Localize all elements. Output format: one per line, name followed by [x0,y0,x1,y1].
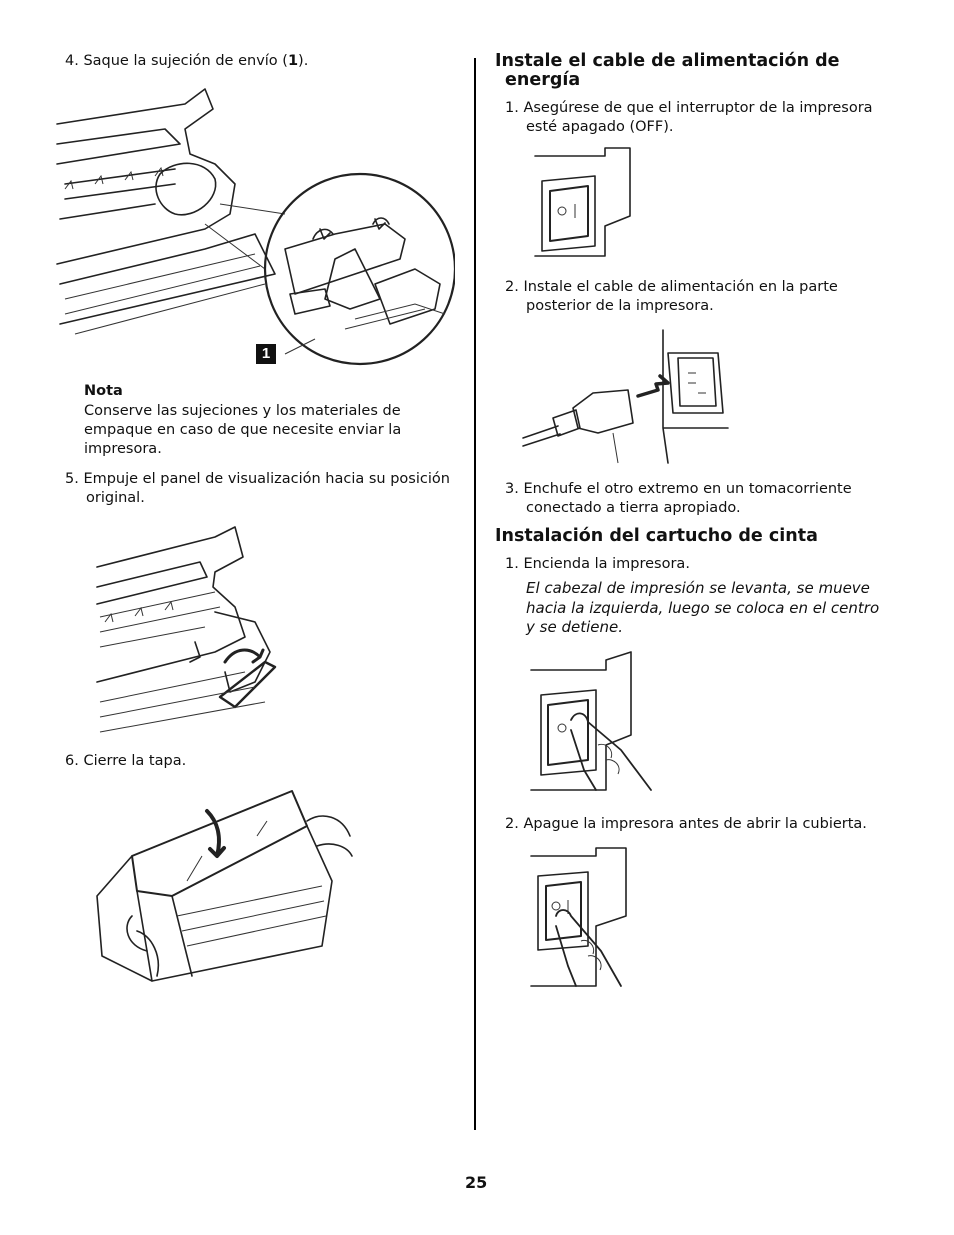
step-4-end: ). [298,53,309,69]
power-step-3-line-2: conectado a tierra apropiado. [526,500,741,516]
ribbon-note-line-1: El cabezal de impresión se levanta, se mueve [526,579,870,597]
note-line-2: empaque en caso de que necesite enviar la [84,422,402,438]
heading-power-cable-line-2: energía [505,70,581,90]
step-5-line-2: original. [86,490,145,506]
step-4-callout-ref: 1 [287,53,299,69]
power-step-1-line-2: esté apagado (OFF). [526,119,674,135]
remove-restraint-illustration [55,84,455,374]
step-4-label: 4. Saque la sujeción de envío ( [65,53,288,69]
ribbon-note-line-2: hacia la izquierda, luego se coloca en el centro [526,599,880,617]
step-6-text: 6. Cierre la tapa. [65,753,187,769]
step-4-text [65,52,308,71]
page-number: 25 [465,1173,488,1192]
heading-power-cable-line-1: Instale el cable de alimentación de [495,51,840,71]
ribbon-step-2: 2. Apague la impresora antes de abrir la cubierta. [505,816,867,832]
ribbon-note-line-3: y se detiene. [526,618,623,636]
note-line-1: Conserve las sujeciones y los materiales de [84,403,401,419]
callout-1-badge: 1 [256,344,276,364]
power-step-2-line-2: posterior de la impresora. [526,298,714,314]
power-step-2-line-1: 2. Instale el cable de alimentación en la parte [505,279,838,295]
power-step-1-line-1: 1. Asegúrese de que el interruptor de la impresora [505,100,873,116]
switch-off-finger-illustration [526,846,630,991]
power-step-3-line-1: 3. Enchufe el otro extremo en un tomacorriente [505,481,852,497]
note-title: Nota [84,383,123,399]
heading-ribbon-cartridge: Instalación del cartucho de cinta [495,526,818,546]
ribbon-step-1: 1. Encienda la impresora. [505,556,690,572]
switch-on-finger-illustration [526,650,654,795]
push-panel-illustration [95,522,285,737]
note-line-3: impresora. [84,441,162,457]
switch-off-illustration [530,146,634,258]
power-cable-illustration [518,328,736,468]
step-5-line-1: 5. Empuje el panel de visualización hacia su posición [65,471,450,487]
close-cover-illustration [92,786,354,986]
column-divider [474,58,476,1130]
